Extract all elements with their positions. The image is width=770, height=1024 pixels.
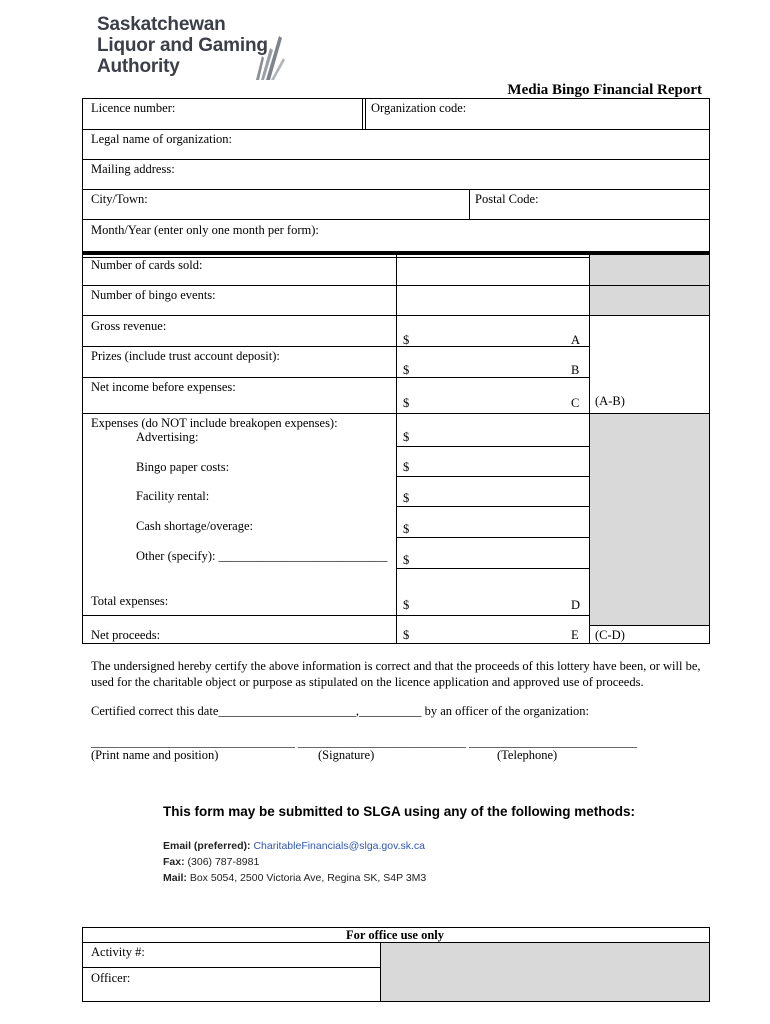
- row-divider: [82, 129, 710, 130]
- cash-shortage-input[interactable]: $: [403, 522, 410, 536]
- row-divider: [82, 377, 589, 378]
- row-divider: [82, 315, 710, 316]
- telephone-caption: (Telephone): [497, 748, 558, 762]
- slga-logo-icon: [252, 34, 286, 80]
- letter-a: A: [571, 333, 581, 347]
- other-input[interactable]: $: [403, 553, 410, 567]
- letter-c: C: [571, 396, 580, 410]
- mailing-address-label[interactable]: Mailing address:: [91, 162, 175, 176]
- mail-label: Mail:: [163, 872, 187, 884]
- signature-caption: (Signature): [318, 748, 375, 762]
- report-title: Media Bingo Financial Report: [507, 82, 702, 98]
- cash-shortage-label: Cash shortage/overage:: [136, 519, 253, 533]
- cards-sold-label: Number of cards sold:: [91, 258, 203, 272]
- gross-revenue-label: Gross revenue:: [91, 319, 167, 333]
- activity-label: Activity #:: [91, 945, 145, 959]
- row-divider: [82, 189, 710, 190]
- bingo-paper-input[interactable]: $: [403, 460, 410, 474]
- legal-name-label[interactable]: Legal name of organization:: [91, 132, 233, 146]
- row-divider: [396, 537, 589, 538]
- gray-cell: [380, 942, 709, 1001]
- letter-d: D: [571, 598, 581, 612]
- logo-line-1: Saskatchewan: [97, 14, 226, 35]
- row-divider: [82, 615, 589, 616]
- advertising-label: Advertising:: [136, 430, 199, 444]
- col-divider: [396, 254, 397, 644]
- row-divider: [82, 159, 710, 160]
- logo-line-2: Liquor and Gaming: [97, 35, 268, 56]
- row-divider: [82, 413, 710, 414]
- row-divider: [396, 446, 589, 447]
- bingo-events-label: Number of bingo events:: [91, 288, 216, 302]
- row-divider: [589, 625, 710, 626]
- postal-divider: [469, 189, 470, 219]
- prizes-label: Prizes (include trust account deposit):: [91, 349, 280, 363]
- fax-value: (306) 787-8981: [187, 856, 260, 868]
- bingo-paper-label: Bingo paper costs:: [136, 460, 230, 474]
- fax-contact: [163, 856, 259, 868]
- office-use-title: For office use only: [346, 928, 445, 942]
- slga-logo-text: [97, 14, 268, 77]
- submission-title: This form may be submitted to SLGA using any of the following methods:: [163, 804, 636, 819]
- letter-e: E: [571, 628, 579, 642]
- formula-c-d: (C-D): [595, 628, 625, 642]
- postal-code-label[interactable]: Postal Code:: [475, 192, 539, 206]
- gray-cell: [589, 413, 709, 625]
- email-contact: [163, 840, 425, 852]
- email-label: Email (preferred):: [163, 840, 251, 852]
- officer-label: Officer:: [91, 971, 131, 985]
- row-divider: [82, 967, 380, 968]
- month-year-label[interactable]: Month/Year (enter only one month per form):: [91, 223, 319, 237]
- fax-label: Fax:: [163, 856, 185, 868]
- net-income-input[interactable]: $: [403, 396, 410, 410]
- certification-statement: The undersigned hereby certify the above information is correct and that the proceeds of this lottery have been, or will be, used for the charitable object or purpose as stipulated on the licence application and approved use of proceeds.: [91, 659, 701, 689]
- col-divider: [380, 942, 381, 1002]
- other-specify-label: Other (specify): ___________________________: [136, 549, 388, 563]
- row-divider: [82, 219, 710, 220]
- total-expenses-label: Total expenses:: [91, 594, 169, 608]
- mail-value: Box 5054, 2500 Victoria Ave, Regina SK, S4P 3M3: [189, 872, 427, 884]
- logo-line-3: Authority: [97, 56, 180, 77]
- signature-lines[interactable]: __________________________________ ____________________________ ____________________________: [91, 735, 637, 749]
- gross-revenue-input[interactable]: $: [403, 333, 410, 347]
- licence-number-label[interactable]: Licence number:: [91, 101, 176, 115]
- row-divider: [396, 476, 589, 477]
- row-divider: [396, 568, 589, 569]
- net-income-label: Net income before expenses:: [91, 380, 236, 394]
- letter-b: B: [571, 363, 580, 377]
- row-divider: [82, 346, 589, 347]
- facility-rental-input[interactable]: $: [403, 491, 410, 505]
- certified-date-line[interactable]: Certified correct this date______________________,__________ by an officer of the organization:: [91, 704, 590, 718]
- expenses-header-label: Expenses (do NOT include breakopen expenses):: [91, 416, 338, 430]
- prizes-input[interactable]: $: [403, 363, 410, 377]
- organization-code-label[interactable]: Organization code:: [371, 101, 467, 115]
- formula-a-b: (A-B): [595, 394, 625, 408]
- facility-rental-label: Facility rental:: [136, 489, 210, 503]
- print-name-caption: (Print name and position): [91, 748, 219, 762]
- row-divider: [82, 285, 710, 286]
- email-link[interactable]: CharitableFinancials@slga.gov.sk.ca: [253, 840, 425, 852]
- info-divider: [362, 98, 366, 130]
- row-divider: [396, 506, 589, 507]
- col-divider: [589, 254, 590, 644]
- advertising-input[interactable]: $: [403, 430, 410, 444]
- net-proceeds-label: Net proceeds:: [91, 628, 161, 642]
- mail-contact: [163, 872, 426, 884]
- city-town-label[interactable]: City/Town:: [91, 192, 148, 206]
- net-proceeds-input[interactable]: $: [403, 628, 410, 642]
- total-expenses-input[interactable]: $: [403, 598, 410, 612]
